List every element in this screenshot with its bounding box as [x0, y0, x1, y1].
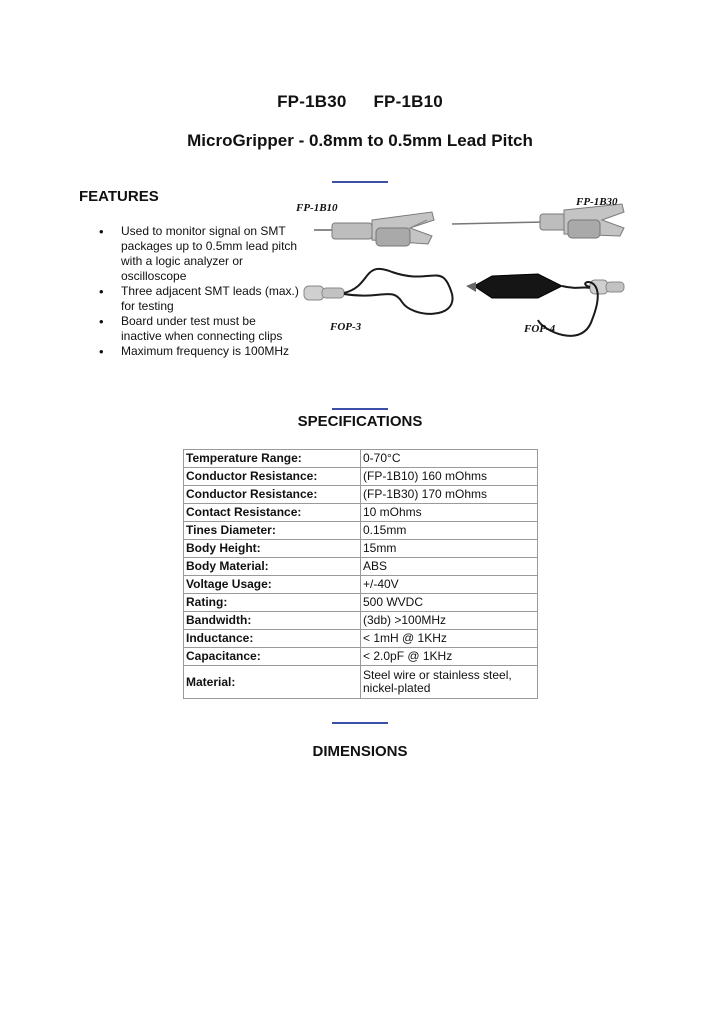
- feature-item: • Maximum frequency is 100MHz: [99, 344, 299, 359]
- spec-value: 500 WVDC: [361, 594, 538, 612]
- dimensions-heading: DIMENSIONS: [312, 743, 408, 760]
- features-heading: FEATURES: [79, 188, 159, 205]
- table-row: [184, 486, 538, 504]
- spec-value: ABS: [361, 558, 538, 576]
- spec-value: Steel wire or stainless steel, nickel-plated: [361, 666, 538, 699]
- product-photo: [292, 190, 637, 360]
- specifications-table: [183, 449, 538, 699]
- spec-value: 10 mOhms: [361, 504, 538, 522]
- specifications-heading: SPECIFICATIONS: [297, 413, 423, 430]
- table-row: [184, 666, 538, 699]
- table-row: [184, 540, 538, 558]
- table-row: [184, 612, 538, 630]
- part-number-fp1b10: FP-1B10: [373, 92, 443, 111]
- spec-label: Material:: [184, 666, 361, 699]
- spec-label: Inductance:: [184, 630, 361, 648]
- table-row: [184, 504, 538, 522]
- spec-label: Voltage Usage:: [184, 576, 361, 594]
- part-number-fp1b30: FP-1B30: [277, 92, 347, 111]
- photo-label-fp1b10: FP-1B10: [296, 202, 338, 214]
- product-illustration: [292, 190, 637, 360]
- table-row: [184, 630, 538, 648]
- lead-fop3-graphic: [304, 269, 453, 314]
- spec-value: (FP-1B10) 160 mOhms: [361, 468, 538, 486]
- table-row: [184, 522, 538, 540]
- divider-2: [332, 408, 388, 410]
- photo-label-fop3: FOP-3: [330, 321, 362, 333]
- features-list: [99, 224, 299, 359]
- spec-value: 0.15mm: [361, 522, 538, 540]
- spec-label: Body Height:: [184, 540, 361, 558]
- gripper-fp1b10-graphic: [314, 212, 434, 246]
- spec-label: Temperature Range:: [184, 450, 361, 468]
- spec-label: Tines Diameter:: [184, 522, 361, 540]
- spec-value: +/-40V: [361, 576, 538, 594]
- divider-3: [332, 722, 388, 724]
- part-numbers: [0, 92, 720, 112]
- table-row: [184, 648, 538, 666]
- spec-label: Conductor Resistance:: [184, 486, 361, 504]
- table-row: [184, 594, 538, 612]
- spec-label: Capacitance:: [184, 648, 361, 666]
- gripper-fp1b30-graphic: [452, 204, 624, 238]
- feature-item: • Used to monitor signal on SMT packages up to 0.5mm lead pitch with a logic analyzer or oscilloscope: [99, 224, 299, 284]
- table-row: [184, 576, 538, 594]
- spec-value: < 1mH @ 1KHz: [361, 630, 538, 648]
- divider-1: [332, 181, 388, 183]
- spec-value: 0-70°C: [361, 450, 538, 468]
- table-row: [184, 450, 538, 468]
- product-subtitle: MicroGripper - 0.8mm to 0.5mm Lead Pitch: [187, 131, 533, 150]
- spec-label: Contact Resistance:: [184, 504, 361, 522]
- table-row: [184, 558, 538, 576]
- spec-label: Rating:: [184, 594, 361, 612]
- spec-label: Body Material:: [184, 558, 361, 576]
- spec-label: Conductor Resistance:: [184, 468, 361, 486]
- feature-item: • Three adjacent SMT leads (max.) for testing: [99, 284, 299, 314]
- spec-value: < 2.0pF @ 1KHz: [361, 648, 538, 666]
- photo-label-fp1b30: FP-1B30: [576, 196, 618, 208]
- table-row: [184, 468, 538, 486]
- spec-label: Bandwidth:: [184, 612, 361, 630]
- spec-value: 15mm: [361, 540, 538, 558]
- spec-value: (3db) >100MHz: [361, 612, 538, 630]
- feature-item: • Board under test must be inactive when connecting clips: [99, 314, 299, 344]
- spec-value: (FP-1B30) 170 mOhms: [361, 486, 538, 504]
- photo-label-fop4: FOP-4: [524, 323, 556, 335]
